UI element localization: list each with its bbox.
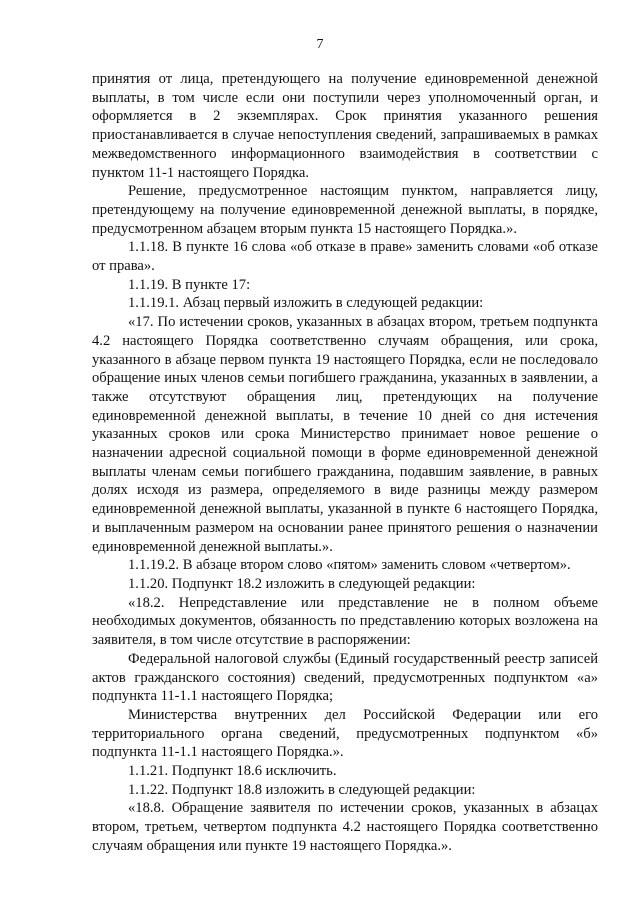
paragraph-decision-sent: Решение, предусмотренное настоящим пунктом, направляется лицу, претендующему на получение единовременной денежной выплаты, в порядке, предусмотренном абзацем вторым пункта 15 настоящего Порядка.». (92, 183, 598, 237)
paragraph-continuation: принятия от лица, претендующего на получение единовременной денежной выплаты, в том числе если они поступили через уполномоченный орган, и оформляется в 2 экземплярах. Срок принятия указанного решения приостанавливается в случае непоступления сведений, запрашиваемых в рамках межведомственного информационного взаимодействия в соответствии с пунктом 11-1 настоящего Порядка. (92, 71, 598, 181)
paragraph-1-1-19-1: 1.1.19.1. Абзац первый изложить в следующей редакции: (128, 295, 484, 312)
paragraph-1-1-19-2: 1.1.19.2. В абзаце втором слово «пятом» заменить словом «четвертом». (128, 557, 571, 574)
paragraph-1-1-20: 1.1.20. Подпункт 18.2 изложить в следующей редакции: (128, 575, 476, 592)
paragraph-18-2: «18.2. Непредставление или представление не в полном объеме необходимых документов, обязанность по представлению которых возложена на заявителя, в том числе отсутствие в распоряжении: (92, 594, 598, 649)
paragraph-mvd: Министерства внутренних дел Российской Федерации или его территориального органа сведений, предусмотренных подпунктом «б» подпункта 11-1.1 настоящего Порядка.». (92, 706, 598, 761)
paragraph-1-1-18: 1.1.18. В пункте 16 слова «об отказе в праве» заменить словами «об отказе от права». (92, 239, 598, 275)
page-number: 7 (316, 37, 324, 52)
paragraph-1-1-22: 1.1.22. Подпункт 18.8 изложить в следующей редакции: (128, 781, 476, 798)
paragraph-point-17: «17. По истечении сроков, указанных в абзацах втором, третьем подпункта 4.2 настоящего Порядка соответственно случаям обращения, или срока, указанного в абзаце первом пункта 19 настоящего Порядка, если не последовало обращение иных членов семьи погибшего гражданина, указанных в заявлении, а также отсутствуют обращения лиц, претендующих на получение единовременной денежной выплаты, в течение 10 дней со дня истечения указанных сроков или срока Министерство принимает новое решение о назначении адресной социальной помощи в форме единовременной денежной выплаты членам семьи погибшего гражданина, подавшим заявление, в равных долях исходя из размера, определяемого в виде разницы между размером единовременной денежной выплаты, указанной в пункте 6 настоящего Порядка, и выплаченным размером на основании ранее принятого решения о назначении единовременной денежной выплаты.». (92, 314, 598, 555)
document-body (92, 70, 598, 856)
paragraph-fns: Федеральной налоговой службы (Единый государственный реестр записей актов гражданского состояния) сведений, предусмотренных подпунктом «а» подпункта 11-1.1 настоящего Порядка; (92, 650, 598, 705)
paragraph-18-8: «18.8. Обращение заявителя по истечении сроков, указанных в абзацах втором, третьем, четвертом подпункта 4.2 настоящего Порядка соответственно случаям обращения или пункте 19 настоящего Порядка.». (92, 800, 598, 854)
paragraph-1-1-19: 1.1.19. В пункте 17: (128, 276, 251, 293)
paragraph-1-1-21: 1.1.21. Подпункт 18.6 исключить. (128, 763, 337, 780)
